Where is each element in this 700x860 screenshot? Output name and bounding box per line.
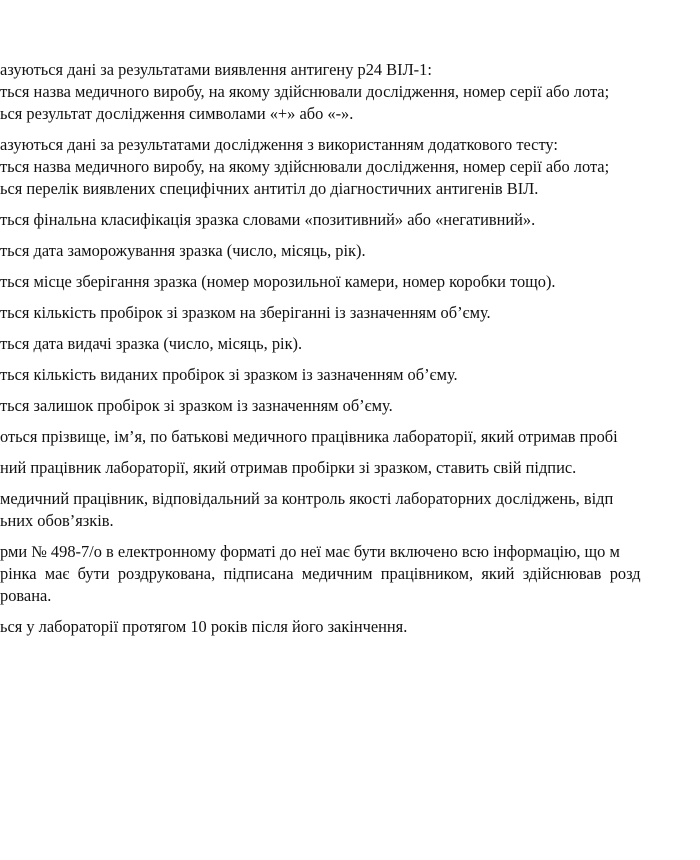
text-line-4: азуються дані за результатами дослідження з використанням додаткового тесту:: [0, 135, 558, 154]
text-line-1: азуються дані за результатами виявлення антигену p24 ВІЛ-1:: [0, 60, 432, 79]
text-line-2: ться назва медичного виробу, на якому здійснювали дослідження, номер серії або лота;: [0, 82, 610, 101]
text-line-14: оться прізвище, ім’я, по батькові медичного працівника лабораторії, який отримав пробі: [0, 427, 618, 446]
text-line-17: ьних обов’язків.: [0, 511, 114, 530]
text-line-9: ться місце зберігання зразка (номер морозильної камери, номер коробки тощо).: [0, 272, 556, 291]
text-line-12: ться кількість виданих пробірок зі зразком із зазначенням об’єму.: [0, 365, 458, 384]
text-line-19: рінка має бути роздрукована, підписана медичним працівником, який здійснював розд: [0, 564, 641, 583]
text-line-15: ний працівник лабораторії, який отримав пробірки зі зразком, ставить свій підпис.: [0, 458, 577, 477]
text-line-8: ться дата заморожування зразка (число, місяць, рік).: [0, 241, 366, 260]
text-line-18: рми № 498-7/о в електронному форматі до неї має бути включено всю інформацію, що м: [0, 542, 620, 561]
text-line-11: ться дата видачі зразка (число, місяць, рік).: [0, 334, 303, 353]
text-line-7: ться фінальна класифікація зразка словами «позитивний» або «негативний».: [0, 210, 536, 229]
text-line-21: ься у лабораторії протягом 10 років після його закінчення.: [0, 617, 408, 636]
text-line-5: ться назва медичного виробу, на якому здійснювали дослідження, номер серії або лота;: [0, 157, 610, 176]
text-line-13: ться залишок пробірок зі зразком із зазначенням об’єму.: [0, 396, 393, 415]
text-line-6: ься перелік виявлених специфічних антитіл до діагностичних антигенів ВІЛ.: [0, 179, 539, 198]
text-line-3: ься результат дослідження символами «+» або «-».: [0, 104, 354, 123]
text-line-16: медичний працівник, відповідальний за контроль якості лабораторних досліджень, відп: [0, 489, 614, 508]
text-line-10: ться кількість пробірок зі зразком на зберіганні із зазначенням об’єму.: [0, 303, 491, 322]
text-line-20: рована.: [0, 586, 52, 605]
